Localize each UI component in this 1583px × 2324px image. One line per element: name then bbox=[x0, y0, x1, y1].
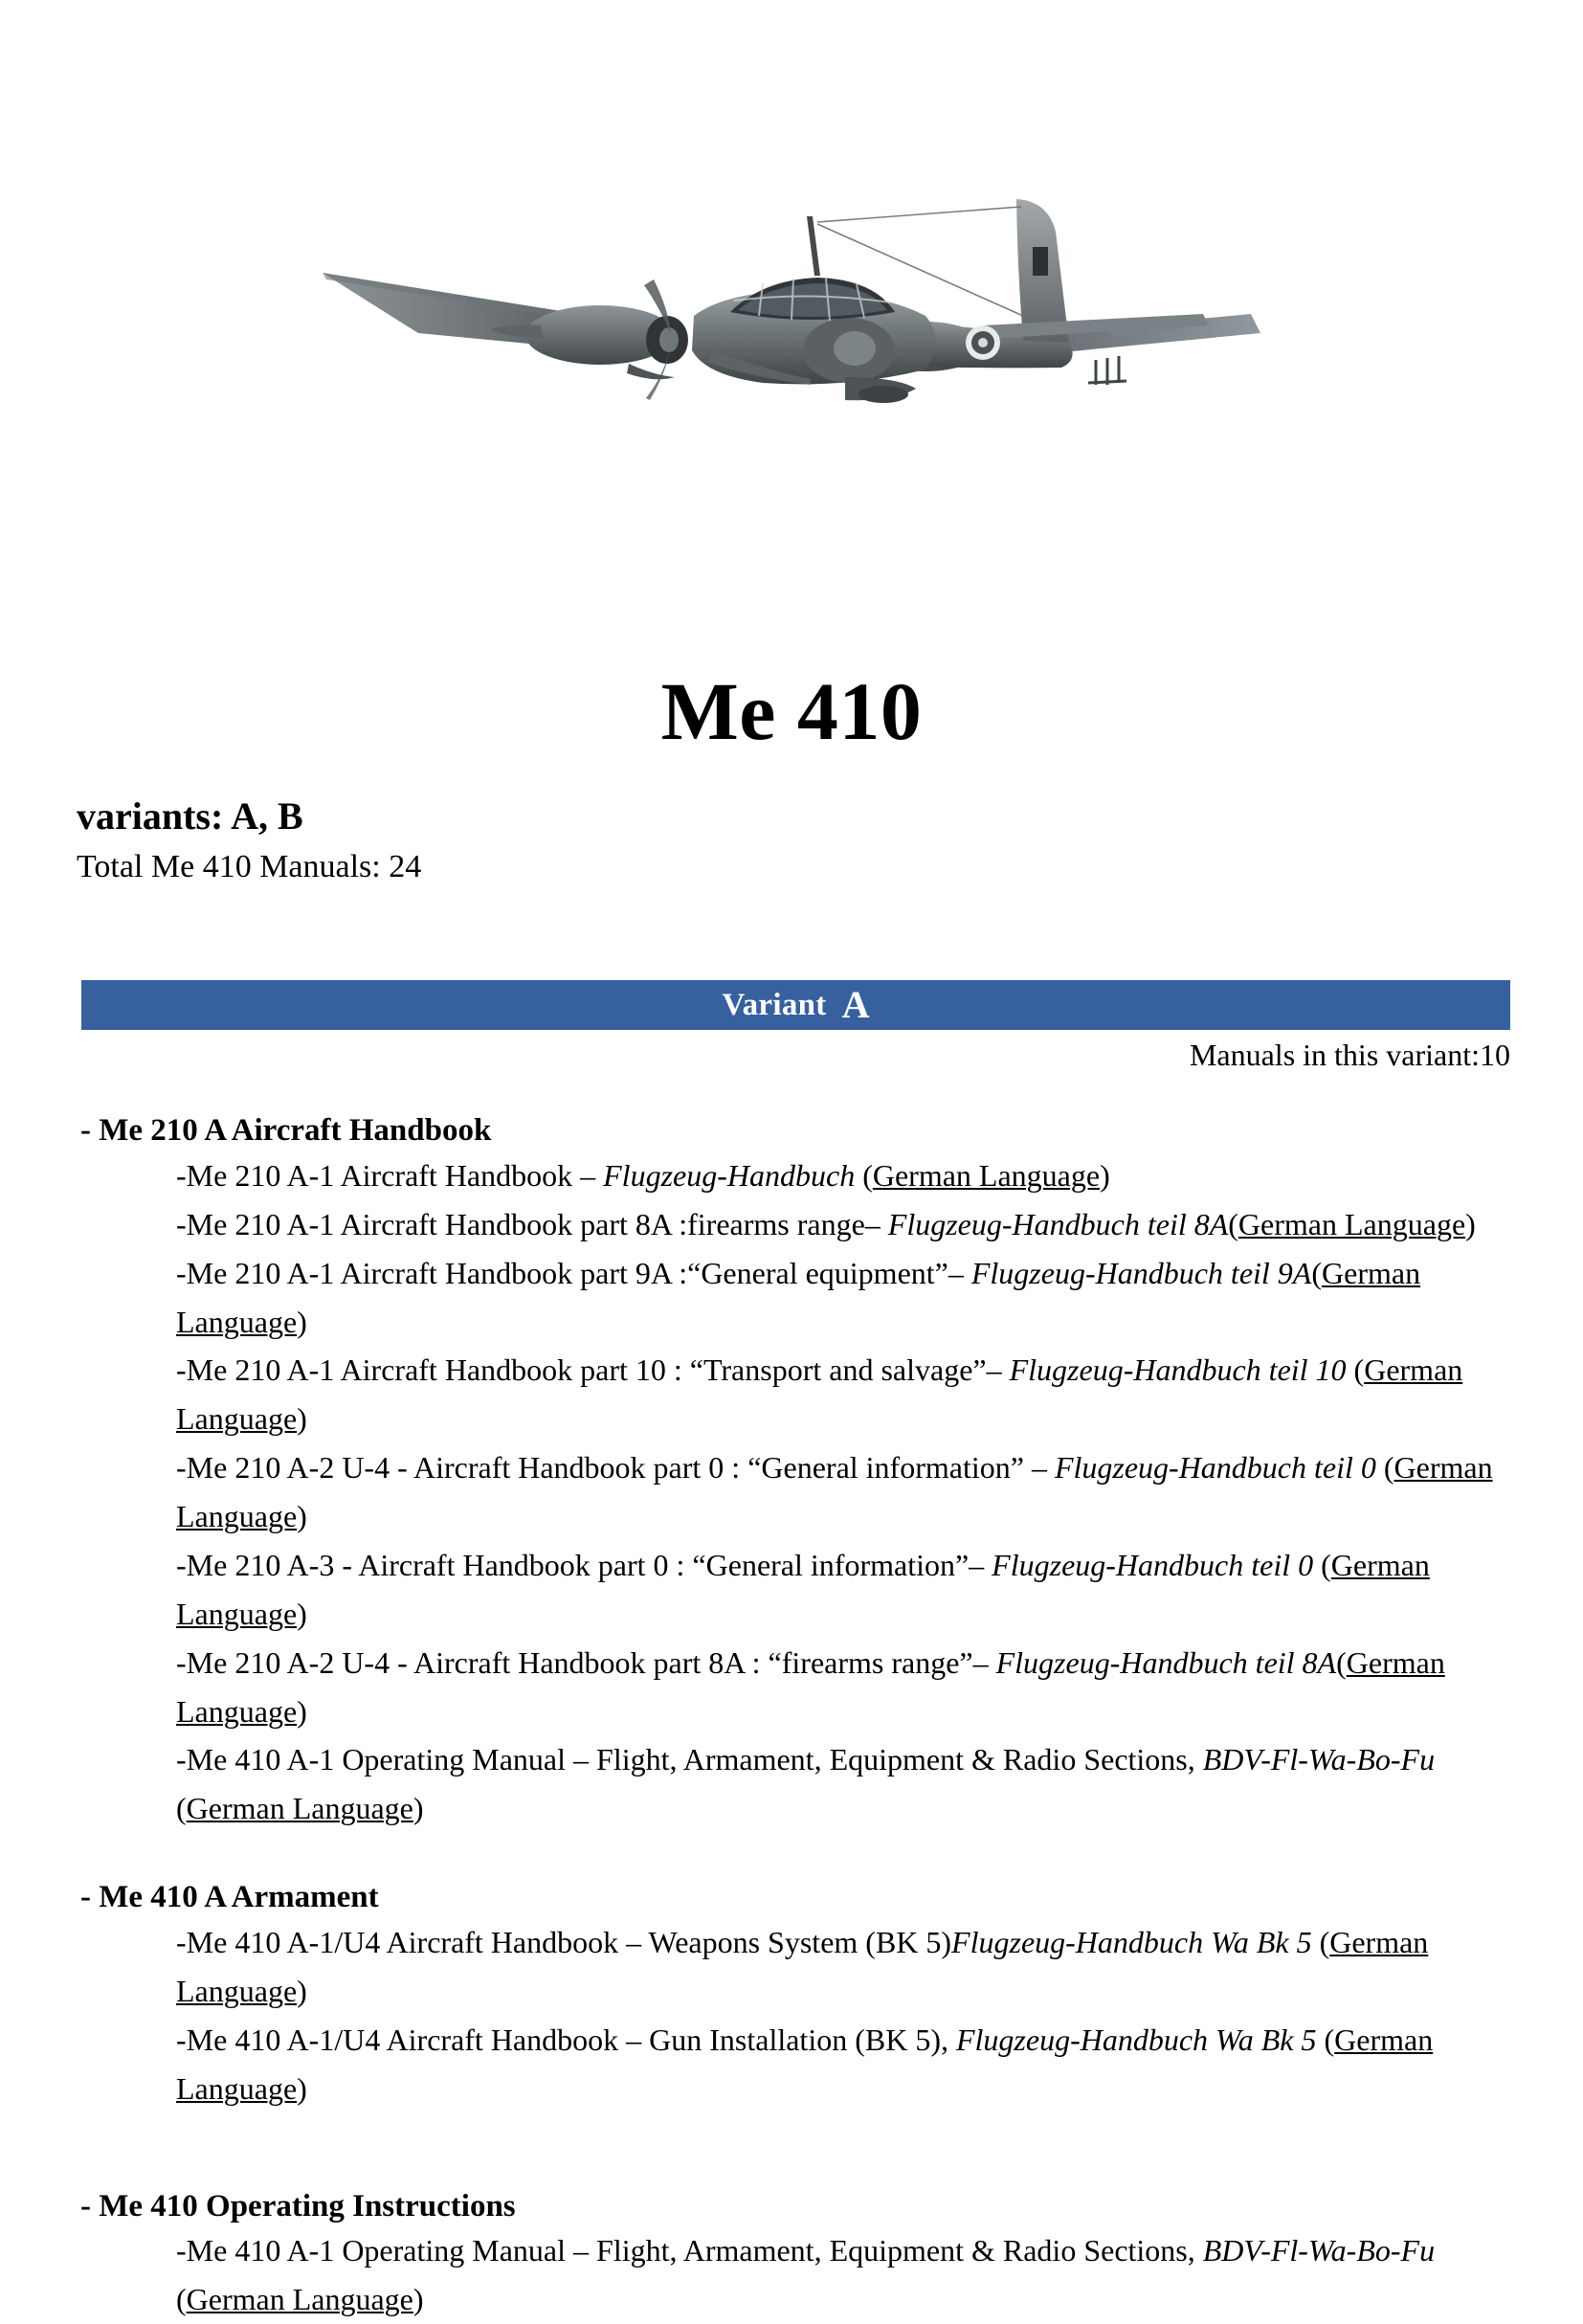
manual-text: -Me 210 A-1 Aircraft Handbook part 9A :“General equipment”– bbox=[176, 1255, 971, 1290]
me-410-aircraft-photo bbox=[313, 172, 1270, 459]
manual-group-items bbox=[176, 1151, 1497, 1833]
manual-text: -Me 210 A-1 Aircraft Handbook part 10 : “Transport and salvage”– bbox=[176, 1352, 1010, 1388]
manual-text: ( bbox=[176, 1791, 187, 1826]
manual-text: ) bbox=[1465, 1206, 1476, 1241]
manual-list-item bbox=[176, 1735, 1497, 1833]
manual-list-item bbox=[176, 1443, 1497, 1541]
manual-text: -Me 210 A-3 - Aircraft Handbook part 0 : “General information”– bbox=[176, 1547, 992, 1582]
german-language-link[interactable]: German Language bbox=[176, 1925, 1429, 2008]
german-language-link[interactable]: German Language bbox=[176, 1255, 1421, 1339]
manual-text: ) bbox=[297, 1596, 307, 1631]
group-spacer bbox=[0, 1833, 1583, 1877]
variants-subtitle: variants: A, B bbox=[77, 794, 303, 838]
german-language-link[interactable]: German Language bbox=[176, 1547, 1430, 1631]
manual-text: ( bbox=[1375, 1450, 1394, 1486]
manual-list-item bbox=[176, 1639, 1497, 1736]
manual-title-italic: BDV-Fl-Wa-Bo-Fu bbox=[1202, 2233, 1436, 2268]
manual-title-italic: Flugzeug-Handbuch teil 8A bbox=[887, 1206, 1229, 1241]
manual-list-item bbox=[176, 1541, 1497, 1639]
manual-text: ) bbox=[412, 1791, 424, 1826]
variant-banner-letter: A bbox=[841, 983, 870, 1026]
manual-list-item bbox=[176, 1151, 1497, 1200]
manual-title-italic: Flugzeug-Handbuch teil 9A bbox=[970, 1255, 1312, 1290]
manual-text: ( bbox=[1313, 1547, 1331, 1582]
manual-list-item bbox=[176, 2226, 1497, 2324]
manual-text: -Me 210 A-1 Aircraft Handbook – bbox=[176, 1157, 604, 1193]
german-language-link[interactable]: German Language bbox=[1237, 1206, 1466, 1241]
german-language-link[interactable]: German Language bbox=[872, 1157, 1101, 1193]
manual-text: ( bbox=[1316, 2022, 1335, 2057]
manual-group bbox=[0, 1877, 1583, 2112]
manual-title-italic: Flugzeug-Handbuch bbox=[603, 1157, 856, 1193]
manual-list-item bbox=[176, 2016, 1497, 2113]
manual-text: ) bbox=[412, 2282, 424, 2317]
header-photo bbox=[0, 0, 1583, 632]
manual-title-italic: Flugzeug-Handbuch teil 0 bbox=[992, 1547, 1314, 1582]
german-language-link[interactable]: German Language bbox=[176, 1352, 1463, 1437]
variant-manual-count: Manuals in this variant:10 bbox=[1189, 1038, 1510, 1072]
manual-text: ) bbox=[297, 1499, 307, 1534]
manual-group-title: - Me 410 Operating Instructions bbox=[80, 2188, 516, 2223]
manual-text: ) bbox=[297, 1693, 307, 1729]
german-language-link[interactable]: German Language bbox=[176, 1450, 1493, 1534]
manual-text: ) bbox=[297, 2070, 307, 2106]
manual-group-items bbox=[176, 1918, 1497, 2113]
manual-text: ( bbox=[1311, 1925, 1330, 1960]
manual-group-title: - Me 210 A Aircraft Handbook bbox=[80, 1113, 492, 1148]
german-language-link[interactable]: German Language bbox=[186, 1791, 413, 1826]
manual-list-item bbox=[176, 1346, 1497, 1443]
manual-title-italic: Flugzeug-Handbuch Wa Bk 5 bbox=[955, 2022, 1317, 2057]
manual-list bbox=[0, 1110, 1583, 2324]
manual-text: ) bbox=[1100, 1157, 1110, 1193]
manual-group bbox=[0, 1110, 1583, 1833]
manual-list-item bbox=[176, 1200, 1497, 1249]
german-language-link[interactable]: German Language bbox=[176, 2022, 1434, 2106]
german-language-link[interactable]: German Language bbox=[186, 2282, 413, 2317]
manual-list-item bbox=[176, 1249, 1497, 1347]
manual-text: ( bbox=[1336, 1644, 1347, 1680]
page-title: Me 410 bbox=[660, 665, 923, 757]
manual-title-italic: Flugzeug-Handbuch teil 0 bbox=[1054, 1450, 1376, 1486]
manual-text: ) bbox=[297, 1973, 307, 2008]
manual-text: -Me 410 A-1 Operating Manual – Flight, Armament, Equipment & Radio Sections, bbox=[176, 1742, 1203, 1777]
total-manuals-count: Total Me 410 Manuals: 24 bbox=[77, 849, 422, 884]
manual-text: ( bbox=[1228, 1206, 1238, 1241]
manual-title-italic: Flugzeug-Handbuch Wa Bk 5 bbox=[951, 1925, 1312, 1960]
manual-text: ( bbox=[855, 1157, 873, 1193]
manual-text: -Me 410 A-1/U4 Aircraft Handbook – Weapons System (BK 5) bbox=[176, 1925, 952, 1960]
manual-text: ) bbox=[297, 1401, 307, 1437]
manual-title-italic: BDV-Fl-Wa-Bo-Fu bbox=[1202, 1742, 1436, 1777]
german-language-link[interactable]: German Language bbox=[176, 1644, 1445, 1729]
group-spacer bbox=[0, 2113, 1583, 2186]
manual-text: -Me 410 A-1 Operating Manual – Flight, Armament, Equipment & Radio Sections, bbox=[176, 2233, 1203, 2268]
manual-text: -Me 210 A-2 U-4 - Aircraft Handbook part 0 : “General information” – bbox=[176, 1450, 1055, 1486]
manual-title-italic: Flugzeug-Handbuch teil 8A bbox=[995, 1644, 1337, 1680]
manual-group-title: - Me 410 A Armament bbox=[80, 1880, 379, 1915]
manual-text: ) bbox=[297, 1304, 307, 1339]
manual-text: -Me 410 A-1/U4 Aircraft Handbook – Gun Installation (BK 5), bbox=[176, 2022, 956, 2057]
manual-text: -Me 210 A-2 U-4 - Aircraft Handbook part 8A : “firearms range”– bbox=[176, 1644, 996, 1680]
variant-banner-label: Variant bbox=[722, 987, 827, 1022]
manual-text: ( bbox=[1346, 1352, 1365, 1388]
variant-banner bbox=[81, 980, 1510, 1030]
manual-text: ( bbox=[1311, 1255, 1322, 1290]
manual-group-items bbox=[176, 2226, 1497, 2324]
manual-title-italic: Flugzeug-Handbuch teil 10 bbox=[1009, 1352, 1347, 1388]
manual-group bbox=[0, 2186, 1583, 2324]
manual-text: -Me 210 A-1 Aircraft Handbook part 8A :firearms range– bbox=[176, 1206, 888, 1241]
manual-list-item bbox=[176, 1918, 1497, 2016]
manual-text: ( bbox=[176, 2282, 187, 2317]
